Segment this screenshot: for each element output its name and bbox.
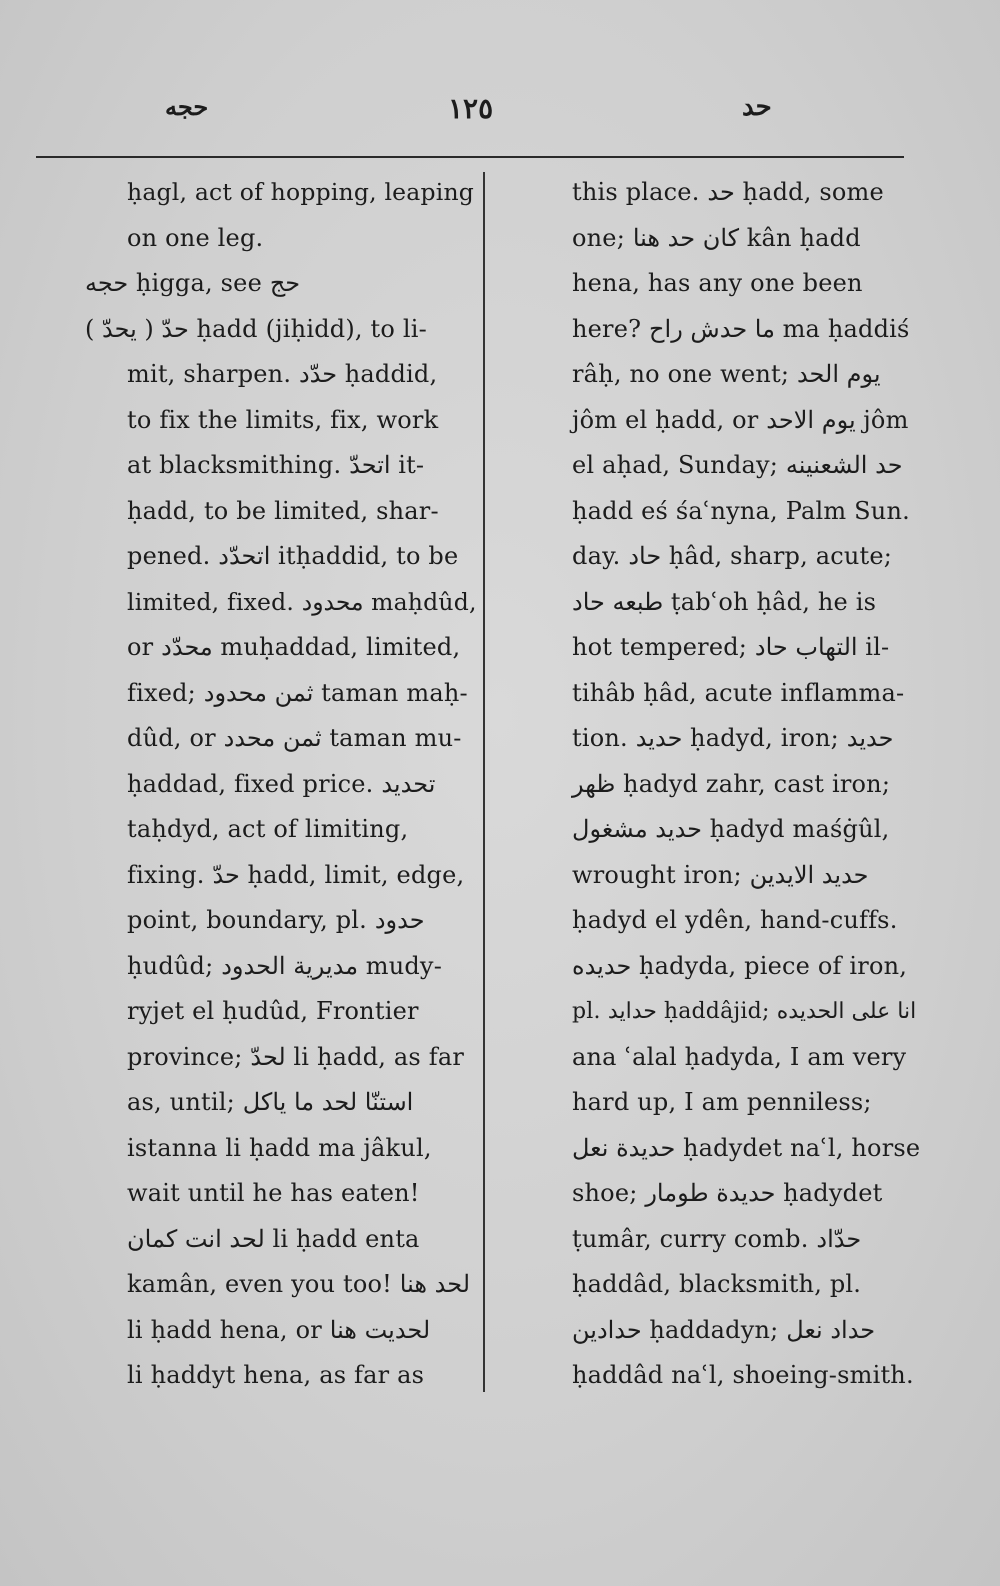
entry-headword-line: حجه ḥigga, see حج [85,269,301,297]
text-line: ḥaddâd naʿl, shoeing-smith. [572,1361,914,1389]
text-line: taḥdyd, act of limiting, [127,815,409,843]
text-line: li ḥaddyt hena, as far as [127,1361,425,1389]
text-line: ḥaddad, fixed price. تحديد [127,769,436,798]
text-line: shoe; حديدة طومار ḥadydet [572,1179,883,1207]
text-line: ryjet el ḥudûd, Frontier [127,997,419,1025]
text-line: limited, fixed. محدود maḥdûd, [127,587,477,616]
text-line: hena, has any one been [572,269,863,297]
text-line: kamân, even you too! لحد هنا [127,1270,471,1298]
text-line: pl. حدايد ḥaddâjid; انا على الحديده [572,999,917,1024]
header-left-catchword: حجه [165,92,209,121]
text-line: on one leg. [127,223,264,252]
text-line: wrought iron; حديد الايدين [572,860,869,889]
text-line: here? ما حدش راح ma ḥaddiś [572,314,910,343]
text-line: طبعه حاد ṭabʿoh ḥâd, he is [572,587,877,616]
text-line: حديده ḥadyda, piece of iron, [572,951,908,980]
entry-headword-line: حدّ ( يحدّ ) ḥadd (jiḥidd), to li- [85,314,427,343]
text-line: to fix the limits, fix, work [127,405,439,434]
text-line: at blacksmithing. اتحدّ it- [127,451,425,479]
text-line: ظهر ḥadyd zahr, cast iron; [572,769,891,798]
text-line: mit, sharpen. حدّد ḥaddid, [127,360,438,388]
text-line: râḥ, no one went; يوم الحد [572,360,881,388]
header-right-catchword: حد [742,92,772,122]
text-line: li ḥadd hena, or لحديت هنا [127,1315,431,1344]
text-line: ḥadd, to be limited, shar- [127,496,439,525]
text-line: day. حاد ḥâd, sharp, acute; [572,542,893,570]
text-line: ṭumâr, curry comb. حدّاد [572,1224,862,1253]
text-line: province; لحدّ li ḥadd, as far [127,1042,465,1071]
text-line: istanna li ḥadd ma jâkul, [127,1133,432,1162]
text-line: one; كان حد هنا kân ḥadd [572,223,861,252]
text-line: ḥadyd el ydên, hand-cuffs. [572,906,898,934]
header-rule [36,156,904,158]
text-line: لحد انت كمان li ḥadd enta [127,1224,420,1253]
text-line: ḥadd eś śaʿnyna, Palm Sun. [572,496,910,525]
text-line: fixing. حدّ ḥadd, limit, edge, [127,860,465,889]
text-line: حديد مشغول ḥadyd maśġûl, [572,815,890,843]
text-line: dûd, or ثمن محدد taman mu- [127,724,462,752]
text-line: ḥudûd; مديرية الحدود mudy- [127,951,442,980]
text-line: wait until he has eaten! [127,1179,420,1207]
text-line: point, boundary, pl. حدود [127,906,425,934]
text-line: or محدّد muḥaddad, limited, [127,633,461,661]
column-divider [483,172,485,1392]
running-header [0,92,1000,132]
text-line: this place. حد ḥadd, some [572,178,884,206]
text-line: ḥagl, act of hopping, leaping [127,178,475,206]
page-number: ١٢٥ [448,92,494,125]
text-line: el aḥad, Sunday; حد الشعنينه [572,451,903,479]
text-line: tion. حديد ḥadyd, iron; حديد [572,724,894,752]
text-line: fixed; ثمن محدود taman maḥ- [127,678,468,707]
text-line: حدادين ḥaddadyn; حداد نعل [572,1315,876,1344]
text-line: حديدة نعل ḥadydet naʿl, horse [572,1133,921,1162]
text-line: jôm el ḥadd, or يوم الاحد jôm [572,405,909,434]
text-line: hard up, I am penniless; [572,1088,872,1116]
text-line: ana ʿalal ḥadyda, I am very [572,1042,907,1071]
text-line: tihâb ḥâd, acute inflamma- [572,678,905,707]
right-column [572,170,920,1399]
text-line: pened. اتحدّد itḥaddid, to be [127,542,459,570]
text-line: hot tempered; التهاب حاد il- [572,633,890,661]
text-line: as, until; استنّا لحد ما ياكل [127,1088,414,1116]
left-column [85,170,477,1399]
text-line: ḥaddâd, blacksmith, pl. [572,1270,862,1298]
